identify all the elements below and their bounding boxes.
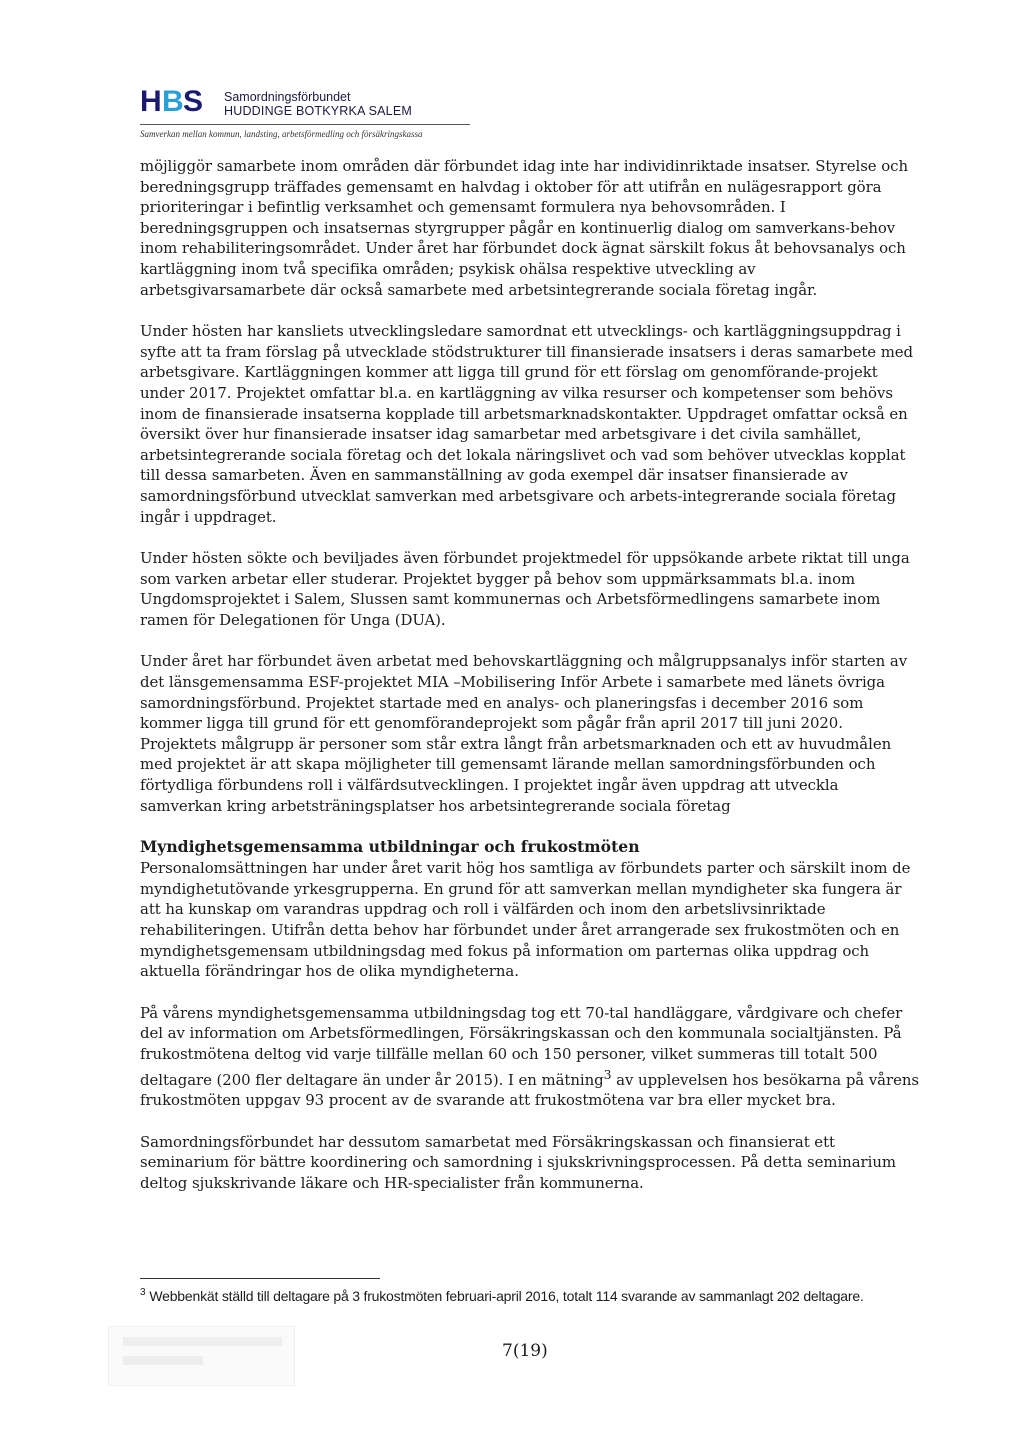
svg-text:H: H bbox=[140, 85, 162, 114]
footnote-reference[interactable]: 3 bbox=[603, 1066, 612, 1082]
org-name-line2: HUDDINGE BOTKYRKA SALEM bbox=[224, 104, 412, 118]
section-heading: Myndighetsgemensamma utbildningar och frukostmöten bbox=[140, 837, 640, 857]
faded-stamp bbox=[108, 1326, 295, 1386]
paragraph: Under hösten sökte och beviljades även förbundet projektmedel för uppsökande arbete riktat till unga som varken arbetar eller studerar. Projektet bygger på behov som uppmärksammats bl.a. inom Ungdomsprojektet i Salem, Slussen samt kommunernas och Arbetsförmedlingens samarbete inom ramen för Delegationen för Unga (DUA). bbox=[140, 549, 910, 629]
paragraph: Personalomsättningen har under året varit hög hos samtliga av förbundets parter och särskilt inom de myndighetutövande yrkesgrupperna. En grund för att samverkan mellan myndigheter ska fungera är att ha kunskap om varandras uppdrag och roll i välfärden och inom den arbetslivsinriktade rehabiliteringen. Utifrån detta behov har förbundet under året arrangerade sex frukostmöten och en myndighetsgemensam utbildningsdag med fokus på information om parternas olika uppdrag och aktuella förändringar hos de olika myndigheterna. bbox=[140, 859, 911, 981]
logo bbox=[140, 84, 900, 118]
org-name-line1: Samordningsförbundet bbox=[224, 90, 351, 104]
paragraph: Under året har förbundet även arbetat med behovskartläggning och målgruppsanalys inför starten av det länsgemensamma ESF-projektet MIA –Mobilisering Inför Arbete i samarbete med länets övriga samordningsförbund. Projektet startade med en analys- och planeringsfas i december 2016 som kommer ligga till grund för ett genomförandeprojekt som pågår från april 2017 till juni 2020. Projektets målgrupp är personer som står extra långt från arbetsmarknaden och ett av huvudmålen med projektet är att skapa möjligheter till gemensamt lärande mellan samordningsförbunden och förtydliga förbundens roll i välfärdsutvecklingen. I projektet ingår även uppdrag att utveckla samverkan kring arbetsträningsplatser hos arbetsintegrerande sociala företag bbox=[140, 652, 908, 815]
page-number: 7(19) bbox=[502, 1341, 548, 1361]
tagline: Samverkan mellan kommun, landsting, arbetsförmedling och försäkringskassa bbox=[140, 129, 423, 139]
org-name bbox=[224, 90, 412, 118]
paragraph: Under hösten har kansliets utvecklingsledare samordnat ett utvecklings- och kartläggningsuppdrag i syfte att ta fram förslag på utvecklade stödstrukturer till finansierade insatsers i deras samarbete med arbetsgivare. Kartläggningen kommer att ligga till grund för ett förslag om genomförande-projekt under 2017. Projektet omfattar bl.a. en kartläggning av vilka resurser och kompetenser som behövs inom de finansierade insatserna kopplade till arbetsmarknadskontakter. Uppdraget omfattar också en översikt över hur finansierade insatser idag samarbetar med arbetsgivare i det civila samhället, arbetsintegrerande sociala företag och det lokala näringslivet och vad som behöver utvecklas kopplat till dessa samarbeten. Även en sammanställning av goda exempel där insatser finansierade av samordningsförbund utvecklat samverkan med arbetsgivare och arbets-integrerande sociala företag ingår i uppdraget. bbox=[140, 322, 914, 526]
paragraph-text: av upplevelsen hos besökarna på vårens frukostmöten uppgav 93 procent av de svarande att frukostmötena var bra eller mycket bra. bbox=[140, 1070, 919, 1110]
page-header bbox=[140, 84, 900, 139]
header-rule bbox=[140, 124, 470, 125]
paragraph: Samordningsförbundet har dessutom samarbetat med Försäkringskassan och finansierat ett seminarium för bättre koordinering och samordning i sjukskrivningsprocessen. På detta seminarium deltog sjukskrivande läkare och HR-specialister från kommunerna. bbox=[140, 1132, 896, 1192]
paragraph-text: På vårens myndighetsgemensamma utbildningsdag tog ett 70-tal handläggare, vårdgivare och chefer del av information om Arbetsförmedlingen, Försäkringskassan och den kommunala socialtjänsten. På frukostmötena deltog vid varje tillfälle mellan 60 och 150 personer, vilket summeras till totalt 500 deltagare (200 fler deltagare än under år 2015). I en mätning bbox=[140, 1003, 903, 1089]
svg-text:S: S bbox=[183, 85, 204, 114]
stamp-line bbox=[123, 1356, 203, 1365]
footnote bbox=[140, 1283, 880, 1306]
paragraph-with-footnote bbox=[140, 1003, 920, 1111]
footnote-text: Webbenkät ställd till deltagare på 3 frukostmöten februari-april 2016, totalt 114 svarande av sammanlagt 202 deltagare. bbox=[149, 1288, 864, 1304]
footnote-rule bbox=[140, 1278, 380, 1279]
stamp-line bbox=[123, 1337, 282, 1346]
footnote-number: 3 bbox=[140, 1287, 146, 1298]
document-body bbox=[140, 156, 920, 1215]
paragraph: möjliggör samarbete inom områden där förbundet idag inte har individinriktade insatser. Styrelse och beredningsgrupp träffades gemensamt en halvdag i oktober för att utifrån en nulägesrapport göra prioriteringar i befintlig verksamhet och gemensamt formulera nya behovsområden. I beredningsgruppen och insatsernas styrgrupper pågår en kontinuerlig dialog om samverkans-behov inom rehabiliteringsområdet. Under året har förbundet dock ägnat särskilt fokus åt behovsanalys och kartläggning inom två specifika områden; psykisk ohälsa respektive utveckling av arbetsgivarsamarbete där också samarbete med arbetsintegrerande sociala företag ingår. bbox=[140, 157, 908, 299]
hbs-logo-icon bbox=[140, 84, 222, 114]
svg-text:B: B bbox=[162, 85, 184, 114]
